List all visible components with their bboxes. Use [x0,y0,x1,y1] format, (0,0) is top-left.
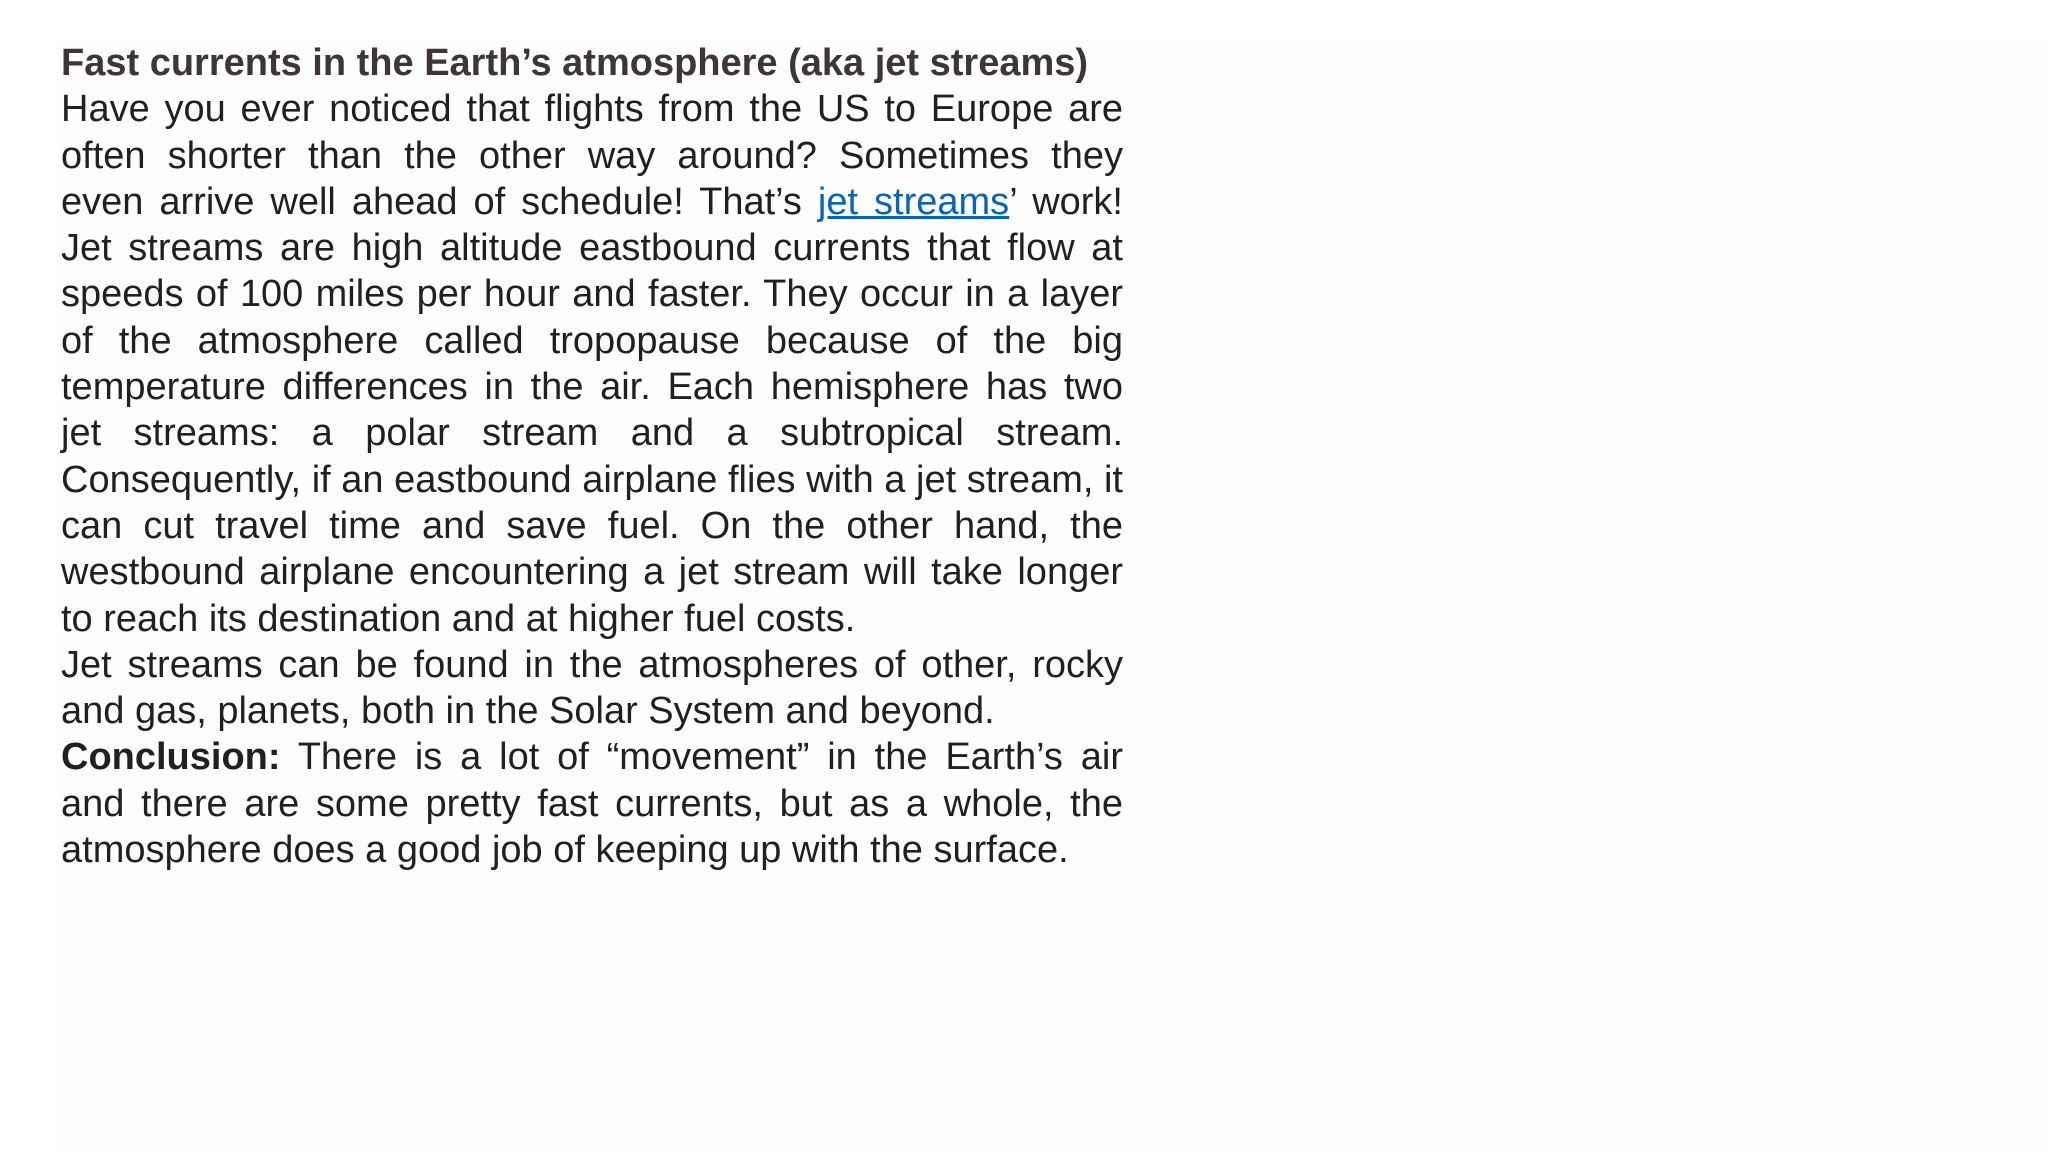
conclusion-label: Conclusion: [61,736,281,779]
paragraph-conclusion [61,734,1123,873]
paragraph-text: Have you ever noticed that flights from the US to Europe are often shorter than the other way around? Sometimes they even arrive well ahead of schedule! That’s [61,88,1123,223]
jet-streams-link[interactable]: jet streams [817,180,1010,223]
paragraph-other-planets: Jet streams can be found in the atmospheres of other, rocky and gas, planets, both in the Solar System and beyond. [61,643,1123,733]
paragraph-text: ’ work! Jet streams are high altitude eastbound currents that flow at speeds of 100 miles per hour and faster. They occur in a layer of the atmosphere called tropopause because of the big temperature differences in the air. Each hemisphere has two jet streams: a polar stream and a subtropical stream. Consequently, if an eastbound airplane flies with a jet stream, it can cut travel time and save fuel. On the other hand, the westbound airplane encountering a jet stream will take longer to reach its destination and at higher fuel costs. [61,180,1123,640]
conclusion-text: There is a lot of “movement” in the Earth’s air and there are some pretty fast currents, but as a whole, the atmosphere does a good job of keeping up with the surface. [61,736,1123,872]
document-title: Fast currents in the Earth’s atmosphere (aka jet streams) [61,42,1089,84]
paragraph-jet-streams-intro [61,86,1123,642]
text-block [61,40,1123,873]
